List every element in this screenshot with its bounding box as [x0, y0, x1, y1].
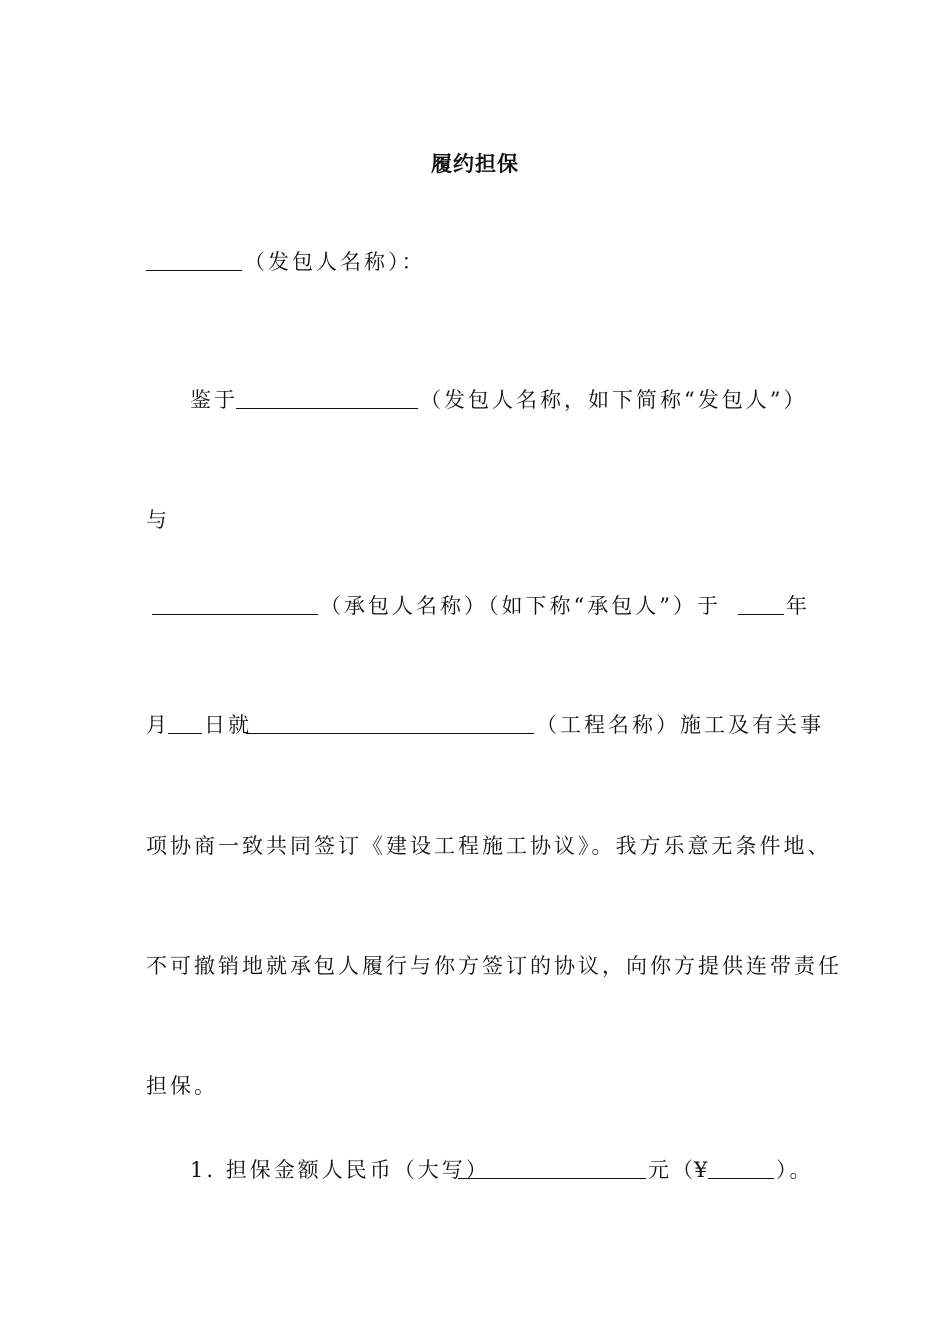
- employer-full-name-blank: [236, 380, 418, 409]
- year-blank: [738, 586, 784, 615]
- body-line-7: [0, 1066, 950, 1106]
- contractor-definition-text: （承包人名称）（如下称“承包人”）于: [320, 594, 721, 618]
- body-line-4: [0, 705, 950, 745]
- day-label: 日就: [204, 713, 252, 737]
- body-line-5: [0, 826, 950, 866]
- clause-1-line: [0, 1150, 950, 1190]
- clause-1-prefix: 1. 担保金额人民币（大写）: [190, 1158, 490, 1182]
- body-text-line-6: 不可撤销地就承包人履行与你方签订的协议，向你方提供连带责任: [146, 954, 842, 978]
- currency-symbol: ¥: [694, 1158, 708, 1182]
- body-line-1: [0, 380, 950, 420]
- body-prefix-jianyu: 鉴于: [190, 388, 238, 412]
- salutation-label: （发包人名称）：: [244, 250, 426, 274]
- body-and-text: 与: [146, 508, 167, 532]
- contractor-name-blank: [152, 586, 318, 615]
- body-line-6: [0, 946, 950, 986]
- amount-in-figures-blank: [708, 1150, 774, 1179]
- month-label: 月: [146, 713, 167, 737]
- document-title: 履约担保: [431, 152, 519, 176]
- employer-name-blank: [146, 242, 242, 271]
- amount-in-words-blank: [458, 1150, 646, 1179]
- clause-1-yuan: 元（: [648, 1158, 696, 1182]
- clause-1-end: ）。: [776, 1158, 814, 1182]
- body-text-line-7: 担保。: [146, 1074, 218, 1098]
- day-blank: [168, 705, 202, 734]
- body-text-line-5: 项协商一致共同签订《建设工程施工协议》。我方乐意无条件地、: [146, 834, 832, 858]
- project-definition-text: （工程名称）施工及有关事: [536, 713, 824, 737]
- year-label: 年: [786, 594, 807, 618]
- project-name-blank: [246, 705, 534, 734]
- salutation-line: [0, 242, 950, 282]
- body-line-3: [0, 586, 950, 626]
- employer-definition-text: （发包人名称，如下简称“发包人”）: [420, 388, 808, 412]
- body-line-2: [0, 500, 950, 540]
